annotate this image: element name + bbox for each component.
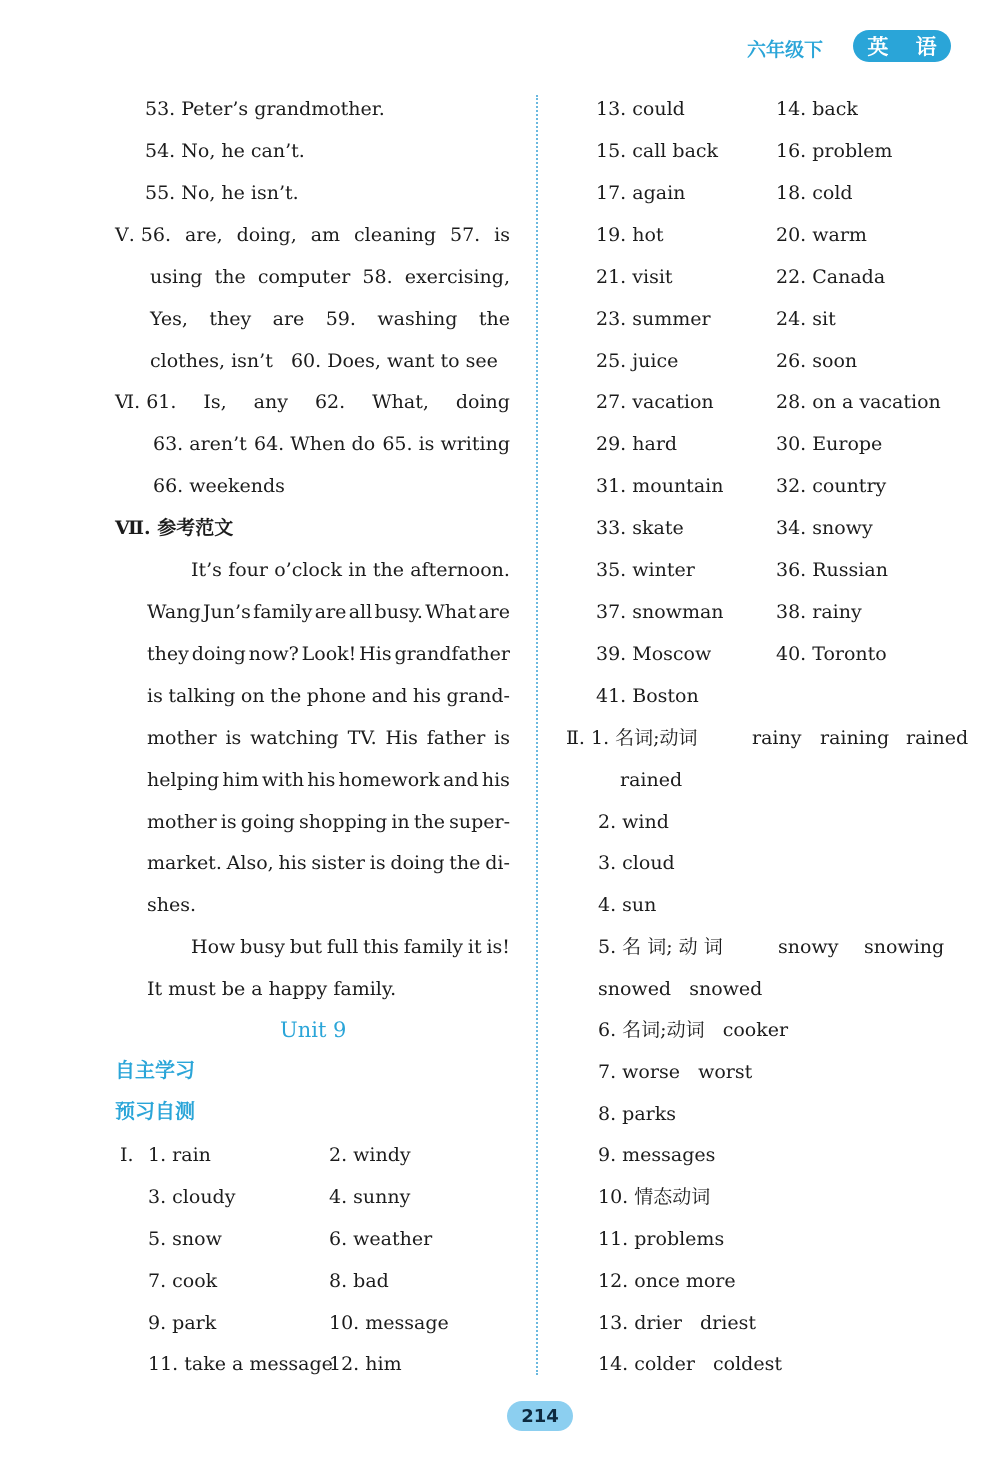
part-ii-item-1-cont: rained	[620, 769, 683, 791]
word: now?	[248, 643, 299, 665]
word: homework	[338, 769, 440, 791]
word: What	[425, 601, 477, 623]
answer-item: 41. Boston	[596, 685, 699, 707]
word: his	[481, 769, 510, 791]
word: are	[314, 601, 347, 623]
word: 62.	[314, 391, 346, 413]
word: him	[222, 769, 259, 791]
word: this	[363, 936, 399, 958]
part-ii-item-8: 8. parks	[598, 1103, 677, 1125]
answer-item: 11. take a message	[148, 1353, 333, 1375]
word: the	[214, 266, 246, 288]
word: are	[478, 601, 510, 623]
word: grand-	[446, 685, 510, 707]
answer-item: 32. country	[776, 475, 887, 497]
page-number: 214	[507, 1401, 573, 1431]
word: 64. When do	[254, 433, 376, 455]
word: cleaning	[354, 224, 437, 246]
part-ii-item-9: 9. messages	[598, 1144, 716, 1166]
word: family	[403, 936, 463, 958]
unit-title: Unit 9	[280, 1018, 347, 1042]
answer-item: 21. visit	[596, 266, 673, 288]
answer-item: 17. again	[596, 182, 686, 204]
word: family	[253, 601, 313, 623]
answer-item: 13. could	[596, 98, 685, 120]
word: Also,	[226, 852, 274, 874]
word: in	[348, 559, 367, 581]
word: Wang	[147, 601, 201, 623]
word: his	[307, 769, 336, 791]
word: helping	[147, 769, 220, 791]
word: watching	[250, 727, 339, 749]
answer-item: 8. bad	[329, 1270, 389, 1292]
essay-line-6	[147, 768, 510, 792]
answer-item: 24. sit	[776, 308, 836, 330]
part-ii-item-5-cont: snowed snowed	[598, 978, 763, 1000]
word: the	[478, 308, 510, 330]
word: and	[442, 769, 479, 791]
answer-item: 30. Europe	[776, 433, 883, 455]
word: talking	[168, 685, 236, 707]
answer-item: 4. sunny	[329, 1186, 411, 1208]
part-v-line-3	[150, 307, 510, 331]
part-ii-item-13: 13. drier driest	[598, 1312, 756, 1334]
essay-line-1	[191, 558, 510, 582]
word: they	[147, 643, 189, 665]
part-ii-item-12: 12. once more	[598, 1270, 736, 1292]
essay-line-5	[147, 726, 510, 750]
answer-item: 20. warm	[776, 224, 867, 246]
answer-55: 55. No, he isn’t.	[145, 182, 299, 204]
word: Ⅵ. 61.	[115, 391, 177, 413]
answer-item: 25. juice	[596, 350, 679, 372]
answer-item: 35. winter	[596, 559, 695, 581]
word: exercising,	[404, 266, 510, 288]
word: super-	[449, 811, 510, 833]
essay-line-11: It must be a happy family.	[147, 978, 397, 1000]
part-v-line-4: clothes, isn’t 60. Does, want to see	[150, 350, 498, 372]
word: rained	[906, 727, 969, 749]
word: they	[209, 308, 252, 330]
word: doing	[390, 852, 445, 874]
word: afternoon.	[410, 559, 510, 581]
word: is!	[486, 936, 510, 958]
answer-item: 14. back	[776, 98, 858, 120]
answer-item: 12. him	[329, 1353, 402, 1375]
word: o’clock	[274, 559, 343, 581]
part-ii-item-2: 2. wind	[598, 811, 669, 833]
word: are,	[184, 224, 223, 246]
column-divider	[536, 95, 538, 1375]
answer-item: 18. cold	[776, 182, 853, 204]
word: Look!	[301, 643, 357, 665]
part-ii-item-1: Ⅱ. 1. 名词;动词	[566, 727, 698, 749]
word: doing	[191, 643, 246, 665]
answer-item: 38. rainy	[776, 601, 862, 623]
word: snowing	[864, 936, 945, 958]
answer-item: 19. hot	[596, 224, 664, 246]
word: full	[326, 936, 359, 958]
word: Jun’s	[202, 601, 251, 623]
section-heading-self-study: 自主学习	[115, 1058, 195, 1082]
part-vi-line-3: 66. weekends	[153, 475, 285, 497]
essay-line-9: shes.	[147, 894, 197, 916]
word: Ⅴ. 56.	[115, 224, 172, 246]
word: computer	[257, 266, 351, 288]
word: doing,	[236, 224, 297, 246]
word: the	[372, 559, 404, 581]
word: washing	[377, 308, 458, 330]
word: market.	[147, 852, 222, 874]
essay-line-3	[147, 642, 510, 666]
word: with	[261, 769, 305, 791]
word: going	[240, 811, 295, 833]
answer-item: 7. cook	[148, 1270, 218, 1292]
answer-item: 36. Russian	[776, 559, 888, 581]
word: his	[278, 852, 307, 874]
answer-item: 28. on a vacation	[776, 391, 941, 413]
word: 57.	[450, 224, 481, 246]
word: the	[413, 811, 445, 833]
part-i-label: Ⅰ.	[120, 1144, 134, 1166]
answer-item: 39. Moscow	[596, 643, 712, 665]
word: and	[371, 685, 408, 707]
word: in	[391, 811, 410, 833]
answer-item: 40. Toronto	[776, 643, 887, 665]
word: busy.	[374, 601, 423, 623]
part-vii-title: Ⅶ. 参考范文	[115, 517, 234, 539]
answer-item: 33. skate	[596, 517, 684, 539]
answer-item: 27. vacation	[596, 391, 714, 413]
word: am	[310, 224, 341, 246]
answer-54: 54. No, he can’t.	[145, 140, 305, 162]
word: grandfather	[394, 643, 510, 665]
word: is	[147, 685, 163, 707]
word: It’s	[191, 559, 222, 581]
word: the	[449, 852, 481, 874]
part-vi-line-1	[115, 390, 510, 414]
essay-line-10	[191, 935, 510, 959]
part-vi-line-2	[153, 432, 510, 456]
word: father	[426, 727, 486, 749]
essay-line-8	[147, 851, 510, 875]
word: rainy	[752, 727, 802, 749]
word: Is,	[203, 391, 227, 413]
part-v-line-1	[115, 223, 510, 247]
answer-item: 34. snowy	[776, 517, 873, 539]
part-v-line-2	[150, 265, 510, 289]
word: shopping	[298, 811, 388, 833]
essay-line-7	[147, 810, 510, 834]
answer-item: 22. Canada	[776, 266, 886, 288]
part-ii-item-14: 14. colder coldest	[598, 1353, 782, 1375]
answer-item: 29. hard	[596, 433, 678, 455]
word: sister	[311, 852, 365, 874]
word: using	[150, 266, 203, 288]
answer-item: 23. summer	[596, 308, 711, 330]
answer-53: 53. Peter’s grandmother.	[145, 98, 385, 120]
word: His	[359, 643, 392, 665]
word: it	[467, 936, 482, 958]
section-heading-preview-test: 预习自测	[115, 1099, 195, 1123]
word: mother	[147, 727, 217, 749]
word: are	[272, 308, 305, 330]
answer-item: 6. weather	[329, 1228, 433, 1250]
word: snowy	[778, 936, 839, 958]
answer-item: 16. problem	[776, 140, 893, 162]
answer-item: 1. rain	[148, 1144, 211, 1166]
word: 63. aren’t	[153, 433, 247, 455]
word: raining	[820, 727, 890, 749]
word: any	[253, 391, 288, 413]
word: his	[412, 685, 441, 707]
word: How	[191, 936, 236, 958]
word: 59.	[325, 308, 356, 330]
word: phone	[306, 685, 367, 707]
word: mother	[147, 811, 217, 833]
answer-item: 5. snow	[148, 1228, 222, 1250]
word: but	[289, 936, 322, 958]
word: 58.	[362, 266, 393, 288]
part-ii-item-7: 7. worse worst	[598, 1061, 753, 1083]
word: What,	[372, 391, 429, 413]
answer-item: 10. message	[329, 1312, 449, 1334]
word: is	[369, 852, 386, 874]
word: di-	[485, 852, 510, 874]
word: is	[494, 224, 510, 246]
word: TV.	[347, 727, 377, 749]
answer-item: 31. mountain	[596, 475, 724, 497]
word: four	[228, 559, 268, 581]
part-ii-item-11: 11. problems	[598, 1228, 725, 1250]
answer-item: 2. windy	[329, 1144, 411, 1166]
essay-line-4	[147, 684, 510, 708]
word: on	[240, 685, 265, 707]
word: the	[270, 685, 302, 707]
part-ii-item-6: 6. 名词;动词 cooker	[598, 1019, 789, 1041]
subject-badge: 英 语	[853, 30, 951, 62]
answer-item: 3. cloudy	[148, 1186, 236, 1208]
word: doing	[455, 391, 510, 413]
word: busy	[240, 936, 286, 958]
word: is	[494, 727, 510, 749]
part-ii-item-10: 10. 情态动词	[598, 1186, 711, 1208]
answer-item: 37. snowman	[596, 601, 724, 623]
part-ii-item-5: 5. 名 词; 动 词	[598, 936, 723, 958]
word: is	[220, 811, 237, 833]
essay-line-2	[147, 600, 510, 624]
grade-label: 六年级下	[747, 39, 824, 61]
word: His	[385, 727, 418, 749]
word: 65. is writing	[382, 433, 510, 455]
part-ii-item-4: 4. sun	[598, 894, 657, 916]
word: Yes,	[150, 308, 188, 330]
answer-item: 9. park	[148, 1312, 217, 1334]
word: is	[225, 727, 242, 749]
answer-item: 26. soon	[776, 350, 858, 372]
part-ii-item-3: 3. cloud	[598, 852, 675, 874]
word: all	[348, 601, 373, 623]
answer-item: 15. call back	[596, 140, 719, 162]
